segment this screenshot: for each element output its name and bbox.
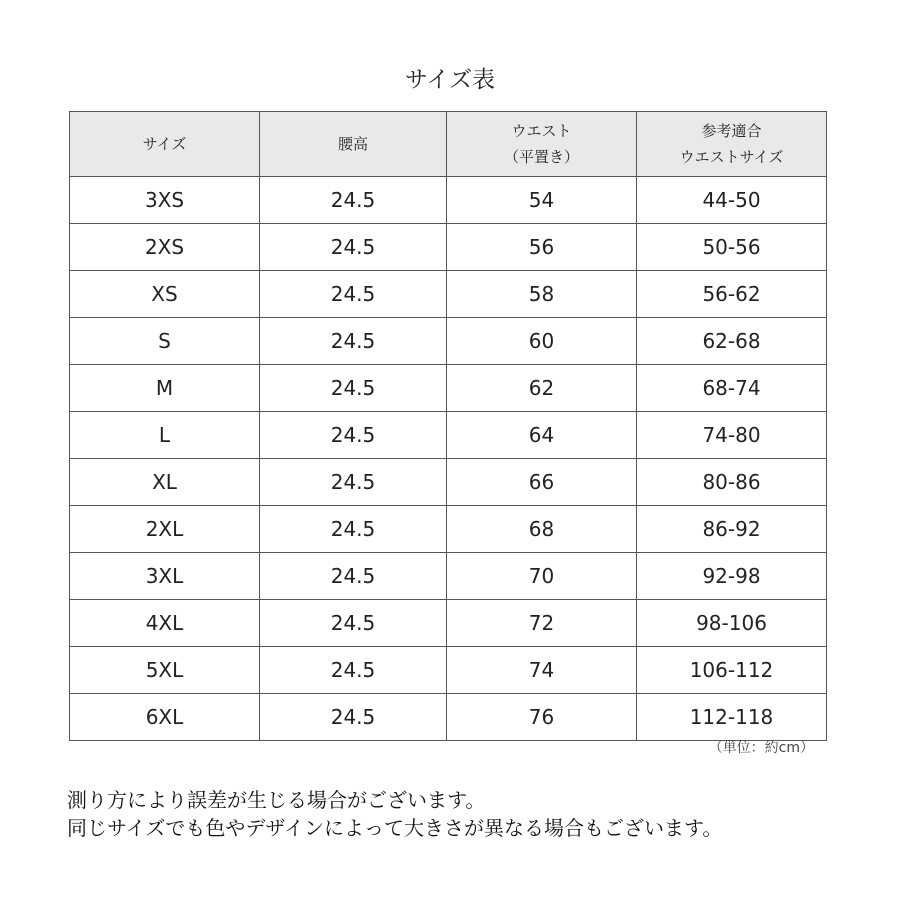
header-fit-waist xyxy=(637,112,827,177)
cell-fit-waist: 86-92 xyxy=(637,506,827,553)
cell-size: 2XS xyxy=(70,224,260,271)
table-row xyxy=(70,459,827,506)
cell-waist: 54 xyxy=(447,177,637,224)
cell-rise: 24.5 xyxy=(260,318,447,365)
header-size-label: サイズ xyxy=(142,135,187,153)
cell-waist: 60 xyxy=(447,318,637,365)
cell-fit-waist: 112-118 xyxy=(637,694,827,741)
notes xyxy=(67,786,867,842)
cell-rise: 24.5 xyxy=(260,506,447,553)
cell-fit-waist: 106-112 xyxy=(637,647,827,694)
header-waist-sublabel: （平置き） xyxy=(503,148,579,166)
cell-waist: 66 xyxy=(447,459,637,506)
note-measurement-error: 測り方により誤差が生じる場合がございます。 xyxy=(67,788,486,812)
size-table xyxy=(69,111,827,741)
header-rise xyxy=(260,112,447,177)
header-size xyxy=(70,112,260,177)
cell-size: M xyxy=(70,365,260,412)
cell-fit-waist: 50-56 xyxy=(637,224,827,271)
table-row xyxy=(70,412,827,459)
cell-fit-waist: 92-98 xyxy=(637,553,827,600)
cell-size: S xyxy=(70,318,260,365)
cell-size: 5XL xyxy=(70,647,260,694)
table-body xyxy=(70,177,827,741)
cell-size: 3XL xyxy=(70,553,260,600)
cell-size: XL xyxy=(70,459,260,506)
cell-waist: 74 xyxy=(447,647,637,694)
cell-waist: 62 xyxy=(447,365,637,412)
cell-rise: 24.5 xyxy=(260,271,447,318)
cell-size: 3XS xyxy=(70,177,260,224)
cell-waist: 58 xyxy=(447,271,637,318)
table-row xyxy=(70,271,827,318)
cell-waist: 68 xyxy=(447,506,637,553)
cell-rise: 24.5 xyxy=(260,365,447,412)
cell-fit-waist: 56-62 xyxy=(637,271,827,318)
cell-waist: 64 xyxy=(447,412,637,459)
cell-size: L xyxy=(70,412,260,459)
header-fit-waist-label: 参考適合 xyxy=(701,122,762,140)
cell-waist: 76 xyxy=(447,694,637,741)
table-row xyxy=(70,318,827,365)
cell-size: XS xyxy=(70,271,260,318)
cell-size: 2XL xyxy=(70,506,260,553)
header-waist xyxy=(447,112,637,177)
cell-waist: 56 xyxy=(447,224,637,271)
cell-fit-waist: 68-74 xyxy=(637,365,827,412)
table-row xyxy=(70,694,827,741)
table-header-row xyxy=(70,112,827,177)
cell-rise: 24.5 xyxy=(260,647,447,694)
cell-rise: 24.5 xyxy=(260,177,447,224)
cell-rise: 24.5 xyxy=(260,459,447,506)
cell-waist: 70 xyxy=(447,553,637,600)
table-row xyxy=(70,365,827,412)
cell-rise: 24.5 xyxy=(260,553,447,600)
header-rise-label: 腰高 xyxy=(337,135,368,153)
table-row xyxy=(70,506,827,553)
unit-note: （単位：約cm） xyxy=(708,740,814,756)
cell-size: 4XL xyxy=(70,600,260,647)
cell-rise: 24.5 xyxy=(260,600,447,647)
cell-rise: 24.5 xyxy=(260,694,447,741)
cell-fit-waist: 98-106 xyxy=(637,600,827,647)
table-row xyxy=(70,600,827,647)
cell-fit-waist: 62-68 xyxy=(637,318,827,365)
cell-fit-waist: 80-86 xyxy=(637,459,827,506)
cell-size: 6XL xyxy=(70,694,260,741)
cell-waist: 72 xyxy=(447,600,637,647)
table-row xyxy=(70,647,827,694)
cell-rise: 24.5 xyxy=(260,224,447,271)
table-row xyxy=(70,177,827,224)
cell-rise: 24.5 xyxy=(260,412,447,459)
header-waist-label: ウエスト xyxy=(511,122,572,140)
cell-fit-waist: 74-80 xyxy=(637,412,827,459)
page-title: サイズ表 xyxy=(404,67,496,93)
header-fit-waist-sublabel: ウエストサイズ xyxy=(679,148,784,166)
table-row xyxy=(70,553,827,600)
table-row xyxy=(70,224,827,271)
cell-fit-waist: 44-50 xyxy=(637,177,827,224)
note-size-variation: 同じサイズでも色やデザインによって大きさが異なる場合もございます。 xyxy=(67,816,723,840)
